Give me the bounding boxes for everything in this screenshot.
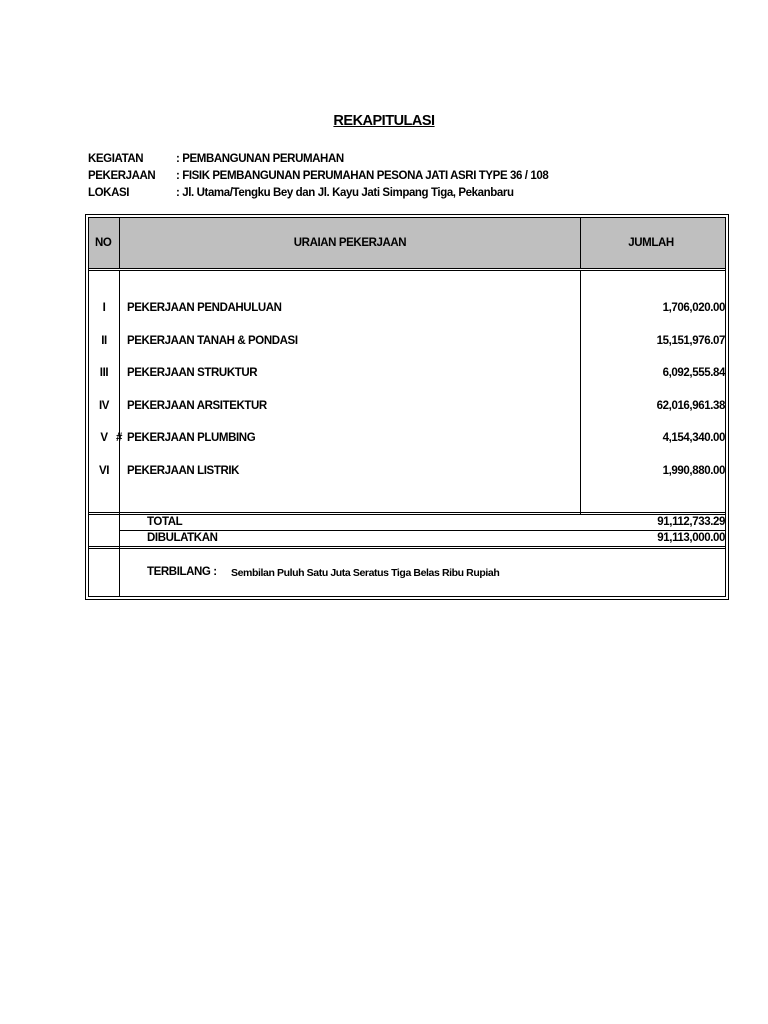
row-desc: PEKERJAAN ARSITEKTUR bbox=[127, 400, 267, 412]
info-label: PEKERJAAN bbox=[88, 170, 156, 182]
info-label: LOKASI bbox=[88, 187, 130, 199]
row-no: II bbox=[101, 335, 107, 347]
table-row bbox=[89, 302, 725, 318]
recap-table bbox=[85, 214, 729, 600]
table-row bbox=[89, 465, 725, 481]
info-value: : FISIK PEMBANGUNAN PERUMAHAN PESONA JATI ASRI TYPE 36 / 108 bbox=[176, 170, 549, 182]
row-desc: PEKERJAAN TANAH & PONDASI bbox=[127, 335, 298, 347]
row-desc: PEKERJAAN PLUMBING bbox=[127, 432, 256, 444]
body-top-border bbox=[89, 270, 725, 271]
row-no: IV bbox=[98, 400, 110, 412]
header-divider bbox=[580, 218, 581, 268]
info-value: : Jl. Utama/Tengku Bey dan Jl. Kayu Jati Simpang Tiga, Pekanbaru bbox=[176, 187, 514, 199]
row-amount: 6,092,555.84 bbox=[662, 367, 725, 379]
total-top-border bbox=[89, 514, 725, 515]
row-amount: 62,016,961.38 bbox=[656, 400, 725, 412]
row-amount: 4,154,340.00 bbox=[662, 432, 725, 444]
row-no: III bbox=[99, 367, 109, 379]
row-amount: 1,706,020.00 bbox=[662, 302, 725, 314]
row-no: V bbox=[100, 432, 108, 444]
table-header bbox=[89, 218, 725, 269]
terbilang-top-border bbox=[89, 548, 725, 549]
total-amount: 91,112,733.29 bbox=[657, 516, 725, 528]
header-no: NO bbox=[95, 237, 112, 249]
terbilang-top-border bbox=[89, 546, 725, 547]
table-row bbox=[89, 335, 725, 351]
total-top-border bbox=[89, 512, 725, 513]
row-amount: 1,990,880.00 bbox=[662, 465, 725, 477]
row-amount: 15,151,976.07 bbox=[656, 335, 725, 347]
total-divider bbox=[119, 530, 725, 531]
recap-table-inner bbox=[88, 217, 726, 597]
header-uraian: URAIAN PEKERJAAN bbox=[293, 237, 407, 249]
row-desc: PEKERJAAN LISTRIK bbox=[127, 465, 240, 477]
row-desc: PEKERJAAN PENDAHULUAN bbox=[127, 302, 282, 314]
row-mark: # bbox=[116, 432, 122, 444]
info-label: KEGIATAN bbox=[88, 153, 144, 165]
header-divider bbox=[119, 218, 120, 268]
page-title: REKAPITULASI bbox=[333, 113, 435, 129]
info-value: : PEMBANGUNAN PERUMAHAN bbox=[176, 153, 344, 165]
rounded-label: DIBULATKAN bbox=[147, 532, 218, 544]
row-no: I bbox=[102, 302, 106, 314]
rounded-amount: 91,113,000.00 bbox=[657, 532, 725, 544]
total-label: TOTAL bbox=[147, 516, 183, 528]
terbilang-label: TERBILANG : bbox=[147, 566, 217, 578]
table-row bbox=[89, 432, 725, 448]
row-desc: PEKERJAAN STRUKTUR bbox=[127, 367, 258, 379]
table-row bbox=[89, 400, 725, 416]
row-no: VI bbox=[98, 465, 110, 477]
terbilang-text: Sembilan Puluh Satu Juta Seratus Tiga Belas Ribu Rupiah bbox=[231, 567, 500, 579]
header-jumlah: JUMLAH bbox=[628, 237, 674, 249]
table-row bbox=[89, 367, 725, 383]
